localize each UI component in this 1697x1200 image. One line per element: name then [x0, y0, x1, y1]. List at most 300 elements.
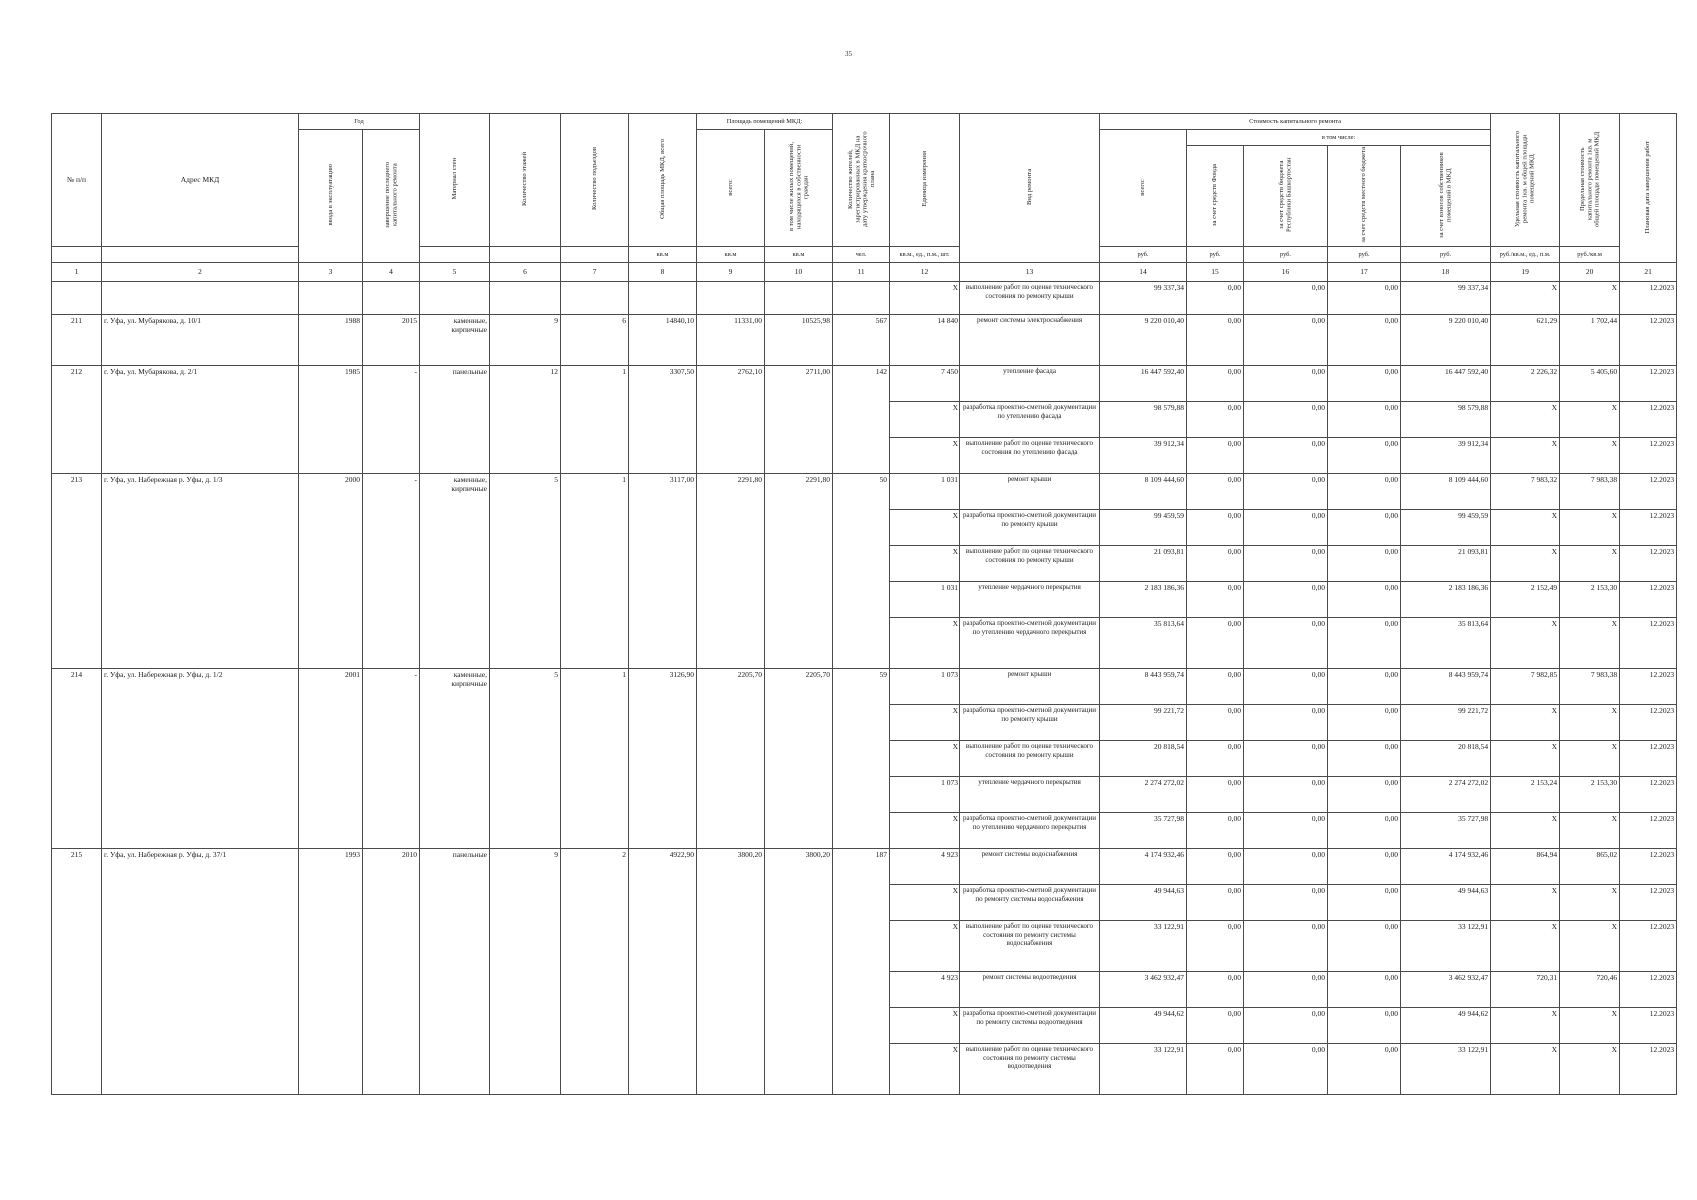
work-unit: 1 031 [890, 582, 960, 618]
unit-cost: 2 153,24 [1491, 777, 1560, 813]
column-number: 20 [1560, 263, 1620, 282]
header-cost-republic: за счет средств бюджета Республики Башкортостан [1244, 146, 1328, 247]
cost-total: 39 912,34 [1100, 438, 1187, 474]
cost-fund: 0,00 [1187, 741, 1244, 777]
cost-owners: 49 944,62 [1401, 1008, 1491, 1044]
floors: 9 [490, 849, 561, 1095]
year-commission: 1985 [299, 366, 363, 474]
work-unit: 4 923 [890, 972, 960, 1008]
column-number: 21 [1620, 263, 1677, 282]
cost-total: 33 122,91 [1100, 1044, 1187, 1095]
column-number: 3 [299, 263, 363, 282]
cost-fund: 0,00 [1187, 474, 1244, 510]
unit-premises-total: кв.м [697, 247, 765, 263]
max-cost: X [1560, 282, 1620, 315]
work-type: выполнение работ по оценке технического состояния по ремонту крыши [960, 546, 1100, 582]
table-body [52, 282, 1677, 1095]
total-area: 14840,10 [629, 315, 697, 366]
year-last-repair: 2015 [363, 315, 420, 366]
header-unit-sep [490, 247, 561, 263]
row-number: 211 [52, 315, 102, 366]
premises-total: 2762,10 [697, 366, 765, 474]
cost-local: 0,00 [1328, 741, 1401, 777]
premises-residential: 2205,70 [765, 669, 833, 849]
total-area [629, 282, 697, 315]
unit-cost: X [1491, 546, 1560, 582]
max-cost: X [1560, 618, 1620, 669]
completion-date: 12.2023 [1620, 972, 1677, 1008]
cost-republic: 0,00 [1244, 510, 1328, 546]
header-work-type: Вид ремонта [960, 114, 1100, 263]
cost-fund: 0,00 [1187, 1008, 1244, 1044]
work-type: ремонт системы электроснабжения [960, 315, 1100, 366]
cost-local: 0,00 [1328, 282, 1401, 315]
completion-date: 12.2023 [1620, 402, 1677, 438]
header-unit-sep [561, 247, 629, 263]
cost-fund: 0,00 [1187, 546, 1244, 582]
work-unit: X [890, 921, 960, 972]
wall-material: панельные [420, 849, 490, 1095]
unit-cost: X [1491, 921, 1560, 972]
column-number: 11 [833, 263, 890, 282]
cost-republic: 0,00 [1244, 813, 1328, 849]
cost-total: 99 221,72 [1100, 705, 1187, 741]
completion-date: 12.2023 [1620, 510, 1677, 546]
work-unit: X [890, 438, 960, 474]
cost-republic: 0,00 [1244, 474, 1328, 510]
max-cost: X [1560, 705, 1620, 741]
cost-total: 98 579,88 [1100, 402, 1187, 438]
header-max-cost: Предельная стоимость капитального ремонта 1кв. м общей площади помещений МКД [1560, 114, 1620, 247]
completion-date: 12.2023 [1620, 582, 1677, 618]
max-cost: 1 702,44 [1560, 315, 1620, 366]
house-address [102, 282, 299, 315]
floors: 5 [490, 474, 561, 669]
cost-republic: 0,00 [1244, 546, 1328, 582]
cost-total: 16 447 592,40 [1100, 366, 1187, 402]
table-row [52, 366, 1677, 402]
header-unit-sep [102, 247, 299, 263]
cost-local: 0,00 [1328, 885, 1401, 921]
residents: 50 [833, 474, 890, 669]
cost-local: 0,00 [1328, 1044, 1401, 1095]
unit-cost: 621,29 [1491, 315, 1560, 366]
cost-fund: 0,00 [1187, 921, 1244, 972]
cost-republic: 0,00 [1244, 849, 1328, 885]
unit-cost: X [1491, 1044, 1560, 1095]
year-last-repair: - [363, 669, 420, 849]
cost-total: 9 220 010,40 [1100, 315, 1187, 366]
row-number: 213 [52, 474, 102, 669]
cost-total: 21 093,81 [1100, 546, 1187, 582]
premises-total: 3800,20 [697, 849, 765, 1095]
cost-local: 0,00 [1328, 315, 1401, 366]
cost-owners: 99 337,34 [1401, 282, 1491, 315]
unit-residents: чел. [833, 247, 890, 263]
cost-owners: 9 220 010,40 [1401, 315, 1491, 366]
column-number: 14 [1100, 263, 1187, 282]
premises-total: 11331,00 [697, 315, 765, 366]
cost-republic: 0,00 [1244, 1044, 1328, 1095]
work-type: утепление чердачного перекрытия [960, 777, 1100, 813]
floors: 12 [490, 366, 561, 474]
header-year-last-repair: завершение последнего капитального ремонта [363, 130, 420, 263]
work-unit: 14 840 [890, 315, 960, 366]
total-area: 3117,00 [629, 474, 697, 669]
house-address: г. Уфа, ул. Набережная р. Уфы, д. 1/3 [102, 474, 299, 669]
year-commission: 2000 [299, 474, 363, 669]
wall-material: каменные, кирпичные [420, 474, 490, 669]
table-row [52, 669, 1677, 705]
header-cost-fund: за счет средств Фонда [1187, 146, 1244, 247]
cost-total: 20 818,54 [1100, 741, 1187, 777]
cost-owners: 8 443 959,74 [1401, 669, 1491, 705]
cost-owners: 35 727,98 [1401, 813, 1491, 849]
header-cost-total: всего: [1100, 130, 1187, 247]
cost-local: 0,00 [1328, 705, 1401, 741]
cost-total: 99 337,34 [1100, 282, 1187, 315]
column-number: 17 [1328, 263, 1401, 282]
completion-date: 12.2023 [1620, 474, 1677, 510]
work-type: ремонт системы водоотведения [960, 972, 1100, 1008]
floors [490, 282, 561, 315]
cost-total: 8 443 959,74 [1100, 669, 1187, 705]
work-unit: X [890, 1008, 960, 1044]
max-cost: X [1560, 1044, 1620, 1095]
cost-fund: 0,00 [1187, 315, 1244, 366]
header-premises-total: всего: [697, 130, 765, 247]
unit-cost: 864,94 [1491, 849, 1560, 885]
work-unit: 1 031 [890, 474, 960, 510]
cost-local: 0,00 [1328, 474, 1401, 510]
completion-date: 12.2023 [1620, 366, 1677, 402]
total-area: 3307,50 [629, 366, 697, 474]
unit-total-area: кв.м [629, 247, 697, 263]
entrances [561, 282, 629, 315]
column-number: 9 [697, 263, 765, 282]
table-row [52, 849, 1677, 885]
cost-republic: 0,00 [1244, 777, 1328, 813]
unit-cost: X [1491, 813, 1560, 849]
unit-cost: X [1491, 282, 1560, 315]
cost-owners: 2 274 272,02 [1401, 777, 1491, 813]
cost-local: 0,00 [1328, 402, 1401, 438]
house-address: г. Уфа, ул. Набережная р. Уфы, д. 1/2 [102, 669, 299, 849]
work-unit: X [890, 705, 960, 741]
residents [833, 282, 890, 315]
max-cost: 865,02 [1560, 849, 1620, 885]
cost-local: 0,00 [1328, 1008, 1401, 1044]
header-cost-group: Стоимость капитального ремонта [1100, 114, 1491, 130]
entrances: 6 [561, 315, 629, 366]
max-cost: X [1560, 438, 1620, 474]
header-premises-residential: в том числе жилых помещений, находящихся в собственности граждан [765, 130, 833, 247]
unit-unit: кв.м., ед., п.м., шт. [890, 247, 960, 263]
wall-material [420, 282, 490, 315]
unit-cost: X [1491, 885, 1560, 921]
work-unit: X [890, 618, 960, 669]
header-wall-material: Материал стен [420, 114, 490, 247]
work-unit: X [890, 510, 960, 546]
cost-owners: 33 122,91 [1401, 1044, 1491, 1095]
work-type: утепление фасада [960, 366, 1100, 402]
header-residents: Количество жителей, зарегистрированных в МКД на дату утверждения краткосрочного плана [833, 114, 890, 247]
house-address: г. Уфа, ул. Мубарякова, д. 2/1 [102, 366, 299, 474]
cost-owners: 4 174 932,46 [1401, 849, 1491, 885]
header-premises-group: Площадь помещений МКД: [697, 114, 833, 130]
total-area: 4922,90 [629, 849, 697, 1095]
table-row [52, 474, 1677, 510]
cost-local: 0,00 [1328, 618, 1401, 669]
cost-owners: 3 462 932,47 [1401, 972, 1491, 1008]
cost-republic: 0,00 [1244, 885, 1328, 921]
max-cost: X [1560, 1008, 1620, 1044]
completion-date: 12.2023 [1620, 849, 1677, 885]
completion-date: 12.2023 [1620, 669, 1677, 705]
column-number: 12 [890, 263, 960, 282]
work-unit: X [890, 813, 960, 849]
header-cost-incl: в том числе: [1187, 130, 1491, 146]
cost-local: 0,00 [1328, 777, 1401, 813]
header-floors: Количество этажей [490, 114, 561, 247]
cost-total: 49 944,63 [1100, 885, 1187, 921]
max-cost: 720,46 [1560, 972, 1620, 1008]
work-type: разработка проектно-сметной документации по утеплению чердачного перекрытия [960, 813, 1100, 849]
unit-cost: X [1491, 705, 1560, 741]
cost-republic: 0,00 [1244, 282, 1328, 315]
cost-republic: 0,00 [1244, 582, 1328, 618]
unit-cost: 720,31 [1491, 972, 1560, 1008]
unit-cost: 2 226,32 [1491, 366, 1560, 402]
max-cost: X [1560, 813, 1620, 849]
unit-unit-cost: руб./кв.м., ед., п.м. [1491, 247, 1560, 263]
unit-cost: X [1491, 618, 1560, 669]
unit-premises-residential: кв.м [765, 247, 833, 263]
entrances: 2 [561, 849, 629, 1095]
table-row [52, 282, 1677, 315]
completion-date: 12.2023 [1620, 777, 1677, 813]
cost-fund: 0,00 [1187, 366, 1244, 402]
cost-total: 8 109 444,60 [1100, 474, 1187, 510]
header-year-commission: ввода в эксплуатацию [299, 130, 363, 263]
work-type: выполнение работ по оценке технического состояния по ремонту системы водоотведения [960, 1044, 1100, 1095]
residents: 142 [833, 366, 890, 474]
completion-date: 12.2023 [1620, 741, 1677, 777]
header-num: № п/п [52, 114, 102, 247]
cost-total: 4 174 932,46 [1100, 849, 1187, 885]
premises-total [697, 282, 765, 315]
column-number: 16 [1244, 263, 1328, 282]
work-type: выполнение работ по оценке технического состояния по ремонту крыши [960, 282, 1100, 315]
unit-max-cost: руб./кв.м [1560, 247, 1620, 263]
cost-fund: 0,00 [1187, 618, 1244, 669]
cost-owners: 21 093,81 [1401, 546, 1491, 582]
work-unit: 1 073 [890, 777, 960, 813]
completion-date: 12.2023 [1620, 705, 1677, 741]
unit-cost-republic: руб. [1244, 247, 1328, 263]
cost-republic: 0,00 [1244, 402, 1328, 438]
cost-fund: 0,00 [1187, 705, 1244, 741]
year-last-repair [363, 282, 420, 315]
cost-owners: 33 122,91 [1401, 921, 1491, 972]
column-number: 13 [960, 263, 1100, 282]
cost-local: 0,00 [1328, 546, 1401, 582]
work-type: выполнение работ по оценке технического состояния по утеплению фасада [960, 438, 1100, 474]
work-unit: X [890, 741, 960, 777]
cost-fund: 0,00 [1187, 402, 1244, 438]
year-commission: 2001 [299, 669, 363, 849]
max-cost: X [1560, 546, 1620, 582]
column-number-row [52, 263, 1677, 282]
cost-total: 49 944,62 [1100, 1008, 1187, 1044]
max-cost: 5 405,60 [1560, 366, 1620, 402]
year-last-repair: - [363, 366, 420, 474]
cost-fund: 0,00 [1187, 582, 1244, 618]
cost-republic: 0,00 [1244, 1008, 1328, 1044]
unit-cost: 7 982,85 [1491, 669, 1560, 705]
residents: 187 [833, 849, 890, 1095]
premises-residential: 3800,20 [765, 849, 833, 1095]
max-cost: X [1560, 741, 1620, 777]
work-unit: 1 073 [890, 669, 960, 705]
completion-date: 12.2023 [1620, 1044, 1677, 1095]
cost-local: 0,00 [1328, 849, 1401, 885]
completion-date: 12.2023 [1620, 546, 1677, 582]
unit-cost-fund: руб. [1187, 247, 1244, 263]
header-unit-cost: Удельная стоимость капитального ремонта 1кв. м общей площади помещений МКД [1491, 114, 1560, 247]
work-unit: 7 450 [890, 366, 960, 402]
cost-owners: 49 944,63 [1401, 885, 1491, 921]
header-unit-sep [52, 247, 102, 263]
cost-owners: 98 579,88 [1401, 402, 1491, 438]
unit-cost: 7 983,32 [1491, 474, 1560, 510]
work-type: разработка проектно-сметной документации по утеплению чердачного перекрытия [960, 618, 1100, 669]
premises-residential [765, 282, 833, 315]
cost-republic: 0,00 [1244, 705, 1328, 741]
completion-date: 12.2023 [1620, 813, 1677, 849]
unit-cost: X [1491, 741, 1560, 777]
cost-owners: 8 109 444,60 [1401, 474, 1491, 510]
work-type: ремонт системы водоснабжения [960, 849, 1100, 885]
work-unit: X [890, 885, 960, 921]
premises-total: 2291,80 [697, 474, 765, 669]
house-address: г. Уфа, ул. Набережная р. Уфы, д. 37/1 [102, 849, 299, 1095]
cost-owners: 99 221,72 [1401, 705, 1491, 741]
row-number: 212 [52, 366, 102, 474]
cost-fund: 0,00 [1187, 813, 1244, 849]
cost-republic: 0,00 [1244, 921, 1328, 972]
year-commission [299, 282, 363, 315]
cost-local: 0,00 [1328, 582, 1401, 618]
unit-cost: X [1491, 1008, 1560, 1044]
cost-total: 2 183 186,36 [1100, 582, 1187, 618]
year-last-repair: - [363, 474, 420, 669]
completion-date: 12.2023 [1620, 1008, 1677, 1044]
cost-fund: 0,00 [1187, 972, 1244, 1008]
cost-fund: 0,00 [1187, 777, 1244, 813]
max-cost: 2 153,30 [1560, 582, 1620, 618]
cost-republic: 0,00 [1244, 972, 1328, 1008]
table-header [52, 114, 1677, 282]
unit-cost: X [1491, 402, 1560, 438]
row-number: 215 [52, 849, 102, 1095]
work-type: разработка проектно-сметной документации по ремонту системы водоотведения [960, 1008, 1100, 1044]
cost-local: 0,00 [1328, 921, 1401, 972]
column-number: 15 [1187, 263, 1244, 282]
unit-cost: X [1491, 438, 1560, 474]
column-number: 8 [629, 263, 697, 282]
max-cost: 7 983,38 [1560, 669, 1620, 705]
header-year-group: Год [299, 114, 420, 130]
entrances: 1 [561, 669, 629, 849]
cost-fund: 0,00 [1187, 849, 1244, 885]
cost-fund: 0,00 [1187, 282, 1244, 315]
cost-owners: 99 459,59 [1401, 510, 1491, 546]
column-number: 19 [1491, 263, 1560, 282]
cost-total: 33 122,91 [1100, 921, 1187, 972]
cost-republic: 0,00 [1244, 315, 1328, 366]
cost-local: 0,00 [1328, 972, 1401, 1008]
floors: 9 [490, 315, 561, 366]
premises-residential: 10525,98 [765, 315, 833, 366]
work-unit: X [890, 282, 960, 315]
cost-total: 35 813,64 [1100, 618, 1187, 669]
cost-republic: 0,00 [1244, 366, 1328, 402]
column-number: 2 [102, 263, 299, 282]
work-type: ремонт крыши [960, 474, 1100, 510]
completion-date: 12.2023 [1620, 885, 1677, 921]
cost-owners: 2 183 186,36 [1401, 582, 1491, 618]
column-number: 4 [363, 263, 420, 282]
cost-total: 3 462 932,47 [1100, 972, 1187, 1008]
header-cost-owners: за счет взносов собственников помещений в МКД [1401, 146, 1491, 247]
max-cost: 7 983,38 [1560, 474, 1620, 510]
work-type: разработка проектно-сметной документации по ремонту крыши [960, 510, 1100, 546]
cost-fund: 0,00 [1187, 438, 1244, 474]
cost-total: 99 459,59 [1100, 510, 1187, 546]
unit-cost: X [1491, 510, 1560, 546]
header-address: Адрес МКД [102, 114, 299, 247]
cost-owners: 35 813,64 [1401, 618, 1491, 669]
premises-residential: 2711,00 [765, 366, 833, 474]
work-type: ремонт крыши [960, 669, 1100, 705]
cost-fund: 0,00 [1187, 669, 1244, 705]
premises-residential: 2291,80 [765, 474, 833, 669]
entrances: 1 [561, 366, 629, 474]
premises-total: 2205,70 [697, 669, 765, 849]
work-type: разработка проектно-сметной документации по ремонту системы водоснабжения [960, 885, 1100, 921]
cost-republic: 0,00 [1244, 669, 1328, 705]
max-cost: X [1560, 885, 1620, 921]
wall-material: каменные, кирпичные [420, 669, 490, 849]
cost-total: 35 727,98 [1100, 813, 1187, 849]
cost-fund: 0,00 [1187, 1044, 1244, 1095]
cost-local: 0,00 [1328, 813, 1401, 849]
cost-republic: 0,00 [1244, 741, 1328, 777]
cost-republic: 0,00 [1244, 618, 1328, 669]
column-number: 10 [765, 263, 833, 282]
header-cost-local: за счет средств местного бюджета [1328, 146, 1401, 247]
cost-fund: 0,00 [1187, 510, 1244, 546]
column-number: 5 [420, 263, 490, 282]
cost-owners: 20 818,54 [1401, 741, 1491, 777]
year-last-repair: 2010 [363, 849, 420, 1095]
cost-total: 2 274 272,02 [1100, 777, 1187, 813]
column-number: 1 [52, 263, 102, 282]
cost-fund: 0,00 [1187, 885, 1244, 921]
max-cost: X [1560, 921, 1620, 972]
wall-material: панельные [420, 366, 490, 474]
